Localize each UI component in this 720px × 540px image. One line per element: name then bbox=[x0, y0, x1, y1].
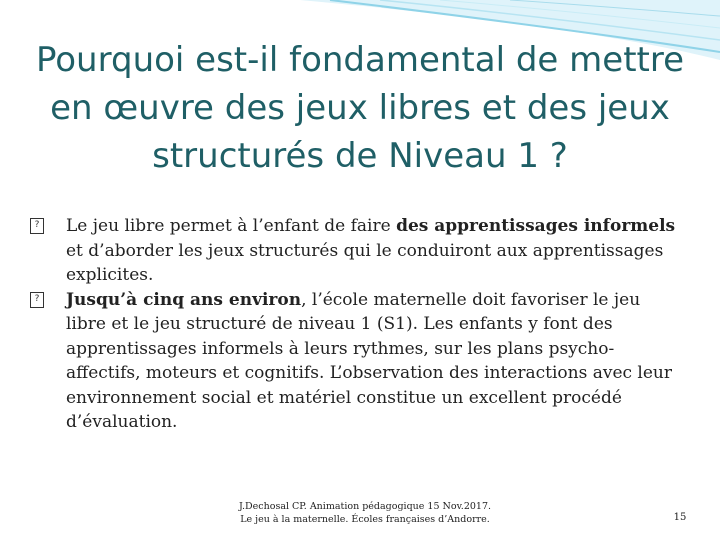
footer-line: J.Dechosal CP. Animation pédagogique 15 Nov.2017. bbox=[238, 501, 492, 512]
footer-line: Le jeu à la maternelle. Écoles françaises d’Andorre. bbox=[240, 514, 490, 525]
slide-footer bbox=[215, 500, 515, 526]
paragraph-bold-text: Jusqu’à cinq ans environ bbox=[66, 289, 302, 310]
page-number: 15 bbox=[673, 512, 687, 523]
slide-body bbox=[30, 214, 680, 435]
missing-glyph-icon: ? bbox=[30, 218, 44, 234]
bullet-paragraph bbox=[30, 214, 680, 288]
slide-title: Pourquoi est-il fondamental de mettre en œuvre des jeux libres et des jeux structurés de Niveau 1 ? bbox=[35, 40, 685, 176]
missing-glyph-icon: ? bbox=[30, 292, 44, 308]
paragraph-text: , l’école maternelle doit favoriser le jeu libre et le jeu structuré de niveau 1 (S1). Les enfants y font des apprentissages informels à leurs rythmes, sur les plans psycho-affectifs, moteurs et cognitifs. L’observation des interactions avec leur environnement social et matériel constitue un excellent procédé d’évaluation. bbox=[66, 289, 672, 432]
paragraph-text: et d’aborder les jeux structurés qui le conduiront aux apprentissages explicites. bbox=[66, 240, 664, 285]
paragraph-text: Le jeu libre permet à l’enfant de faire bbox=[66, 216, 397, 236]
paragraph-bold-text: des apprentissages informels bbox=[396, 216, 676, 236]
bullet-paragraph bbox=[30, 288, 680, 435]
